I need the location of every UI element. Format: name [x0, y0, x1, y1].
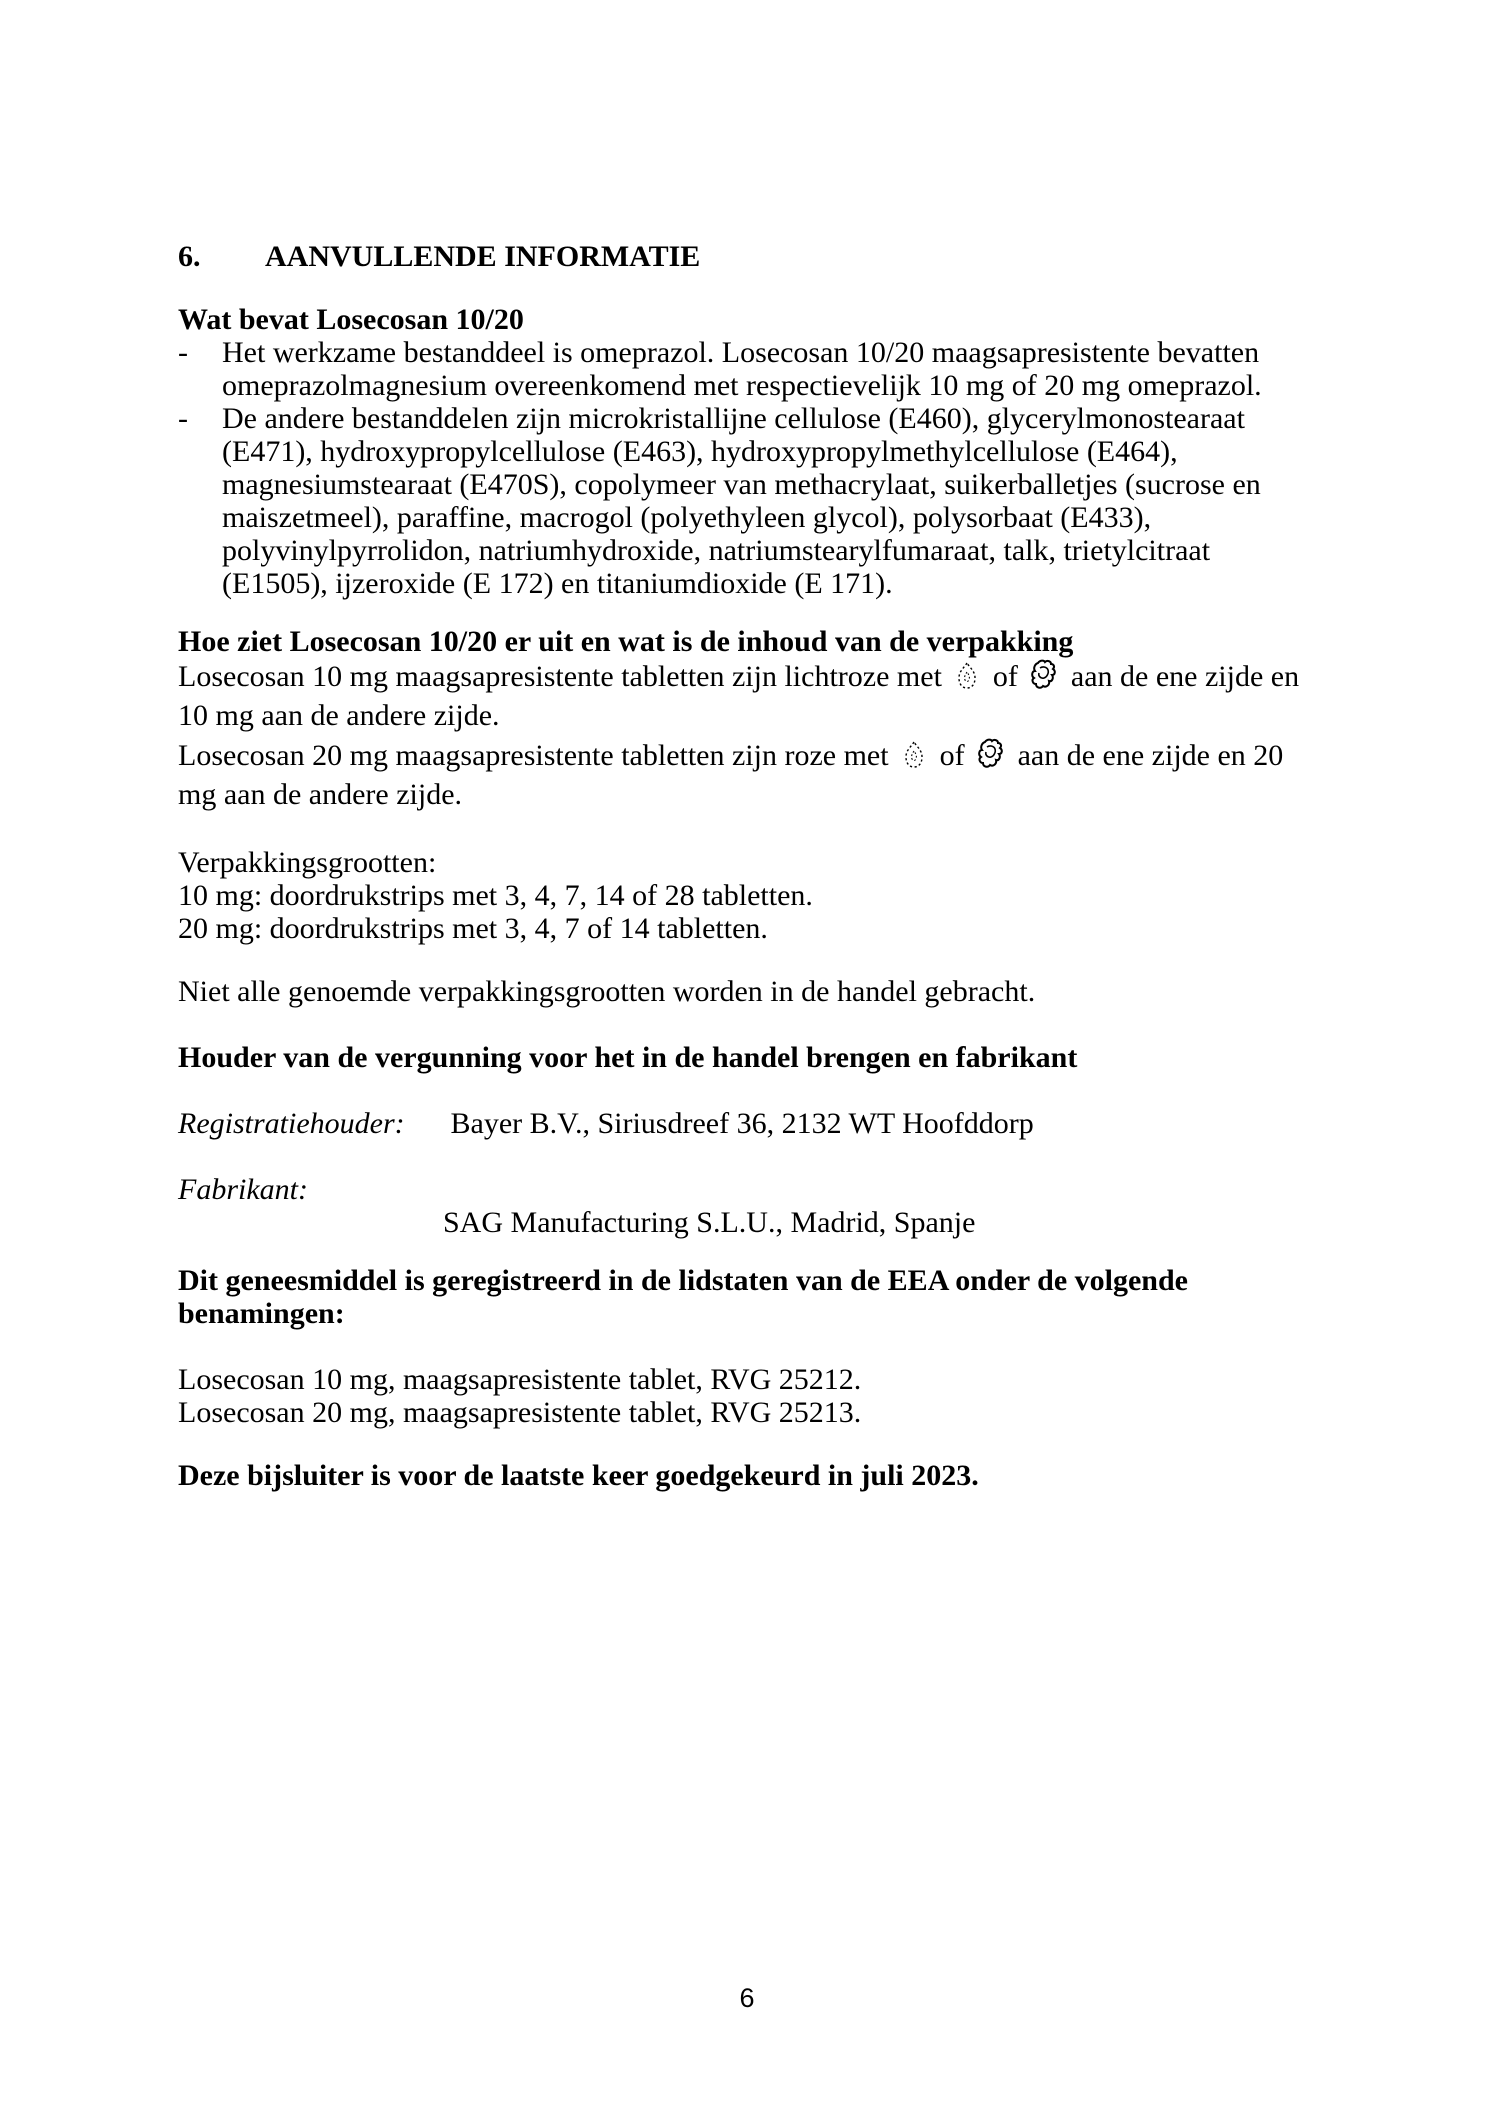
bullet-dash: - — [178, 336, 188, 369]
hoe-ziet-heading: Hoe ziet Losecosan 10/20 er uit en wat is de inhoud van de verpakking — [178, 625, 1074, 658]
appearance-20mg-text-before: Losecosan 20 mg maagsapresistente tabletten zijn roze met — [178, 739, 889, 772]
appearance-20mg-text-after: aan de ene zijde en 20 mg aan de andere zijde. — [178, 739, 1284, 811]
bullet-text: Het werkzame bestanddeel is omeprazol. Losecosan 10/20 maagsapresistente bevatten omeprazolmagnesium overeenkomend met respectievelijk 10 mg of 20 mg omeprazol. — [222, 336, 1262, 402]
registration-holder-line — [178, 1107, 1316, 1140]
tablet-marking-dotted-icon — [953, 660, 981, 699]
section-heading — [178, 240, 1316, 273]
bullet-text: De andere bestanddelen zijn microkristallijne cellulose (E460), glycerylmonostearaat (E471), hydroxypropylcellulose (E463), hydroxypropylmethylcellulose (E464), magnesiumstearaat (E470S), copolymeer van methacrylaat, suikerballetjes (sucrose en maiszetmeel), paraffine, macrogol (polyethyleen glycol), polysorbaat (E433), polyvinylpyrrolidon, natriumhydroxide, natriumstearylfumaraat, talk, trietylcitraat (E1505), ijzeroxide (E 172) en titaniumdioxide (E 171). — [222, 402, 1261, 600]
appearance-paragraph-10mg — [178, 658, 1316, 732]
registration-item-10mg: Losecosan 10 mg, maagsapresistente tablet, RVG 25212. — [178, 1363, 862, 1396]
pack-sizes-20mg: 20 mg: doordrukstrips met 3, 4, 7 of 14 tabletten. — [178, 912, 768, 945]
appearance-paragraph-20mg — [178, 737, 1316, 811]
registration-holder-label: Registratiehouder: — [178, 1107, 405, 1140]
tablet-marking-outline-icon — [1029, 658, 1059, 699]
ingredient-bullet-other — [178, 402, 1316, 600]
eea-registration-heading: Dit geneesmiddel is geregistreerd in de lidstaten van de EEA onder de volgende benamingen: — [178, 1264, 1188, 1330]
pack-sizes-label: Verpakkingsgrootten: — [178, 846, 437, 879]
section-title: AANVULLENDE INFORMATIE — [265, 240, 701, 273]
bullet-dash: - — [178, 402, 188, 435]
manufacturer-value: SAG Manufacturing S.L.U., Madrid, Spanje — [443, 1206, 976, 1239]
wat-bevat-heading: Wat bevat Losecosan 10/20 — [178, 303, 524, 336]
appearance-10mg-of: of — [992, 660, 1018, 693]
license-holder-heading: Houder van de vergunning voor het in de handel brengen en fabrikant — [178, 1041, 1078, 1074]
tablet-marking-outline-icon — [976, 737, 1006, 778]
approval-statement: Deze bijsluiter is voor de laatste keer goedgekeurd in juli 2023. — [178, 1459, 979, 1492]
tablet-marking-dotted-icon — [900, 739, 928, 778]
registration-item-20mg: Losecosan 20 mg, maagsapresistente tablet, RVG 25213. — [178, 1396, 862, 1429]
page-number: 6 — [739, 1983, 755, 2013]
section-number: 6. — [178, 240, 201, 273]
pack-sizes-10mg: 10 mg: doordrukstrips met 3, 4, 7, 14 of 28 tabletten. — [178, 879, 813, 912]
ingredient-bullet-active — [178, 336, 1316, 402]
pack-sizes-note: Niet alle genoemde verpakkingsgrootten worden in de handel gebracht. — [178, 975, 1036, 1008]
appearance-10mg-text-before: Losecosan 10 mg maagsapresistente tabletten zijn lichtroze met — [178, 660, 942, 693]
manufacturer-label: Fabrikant: — [178, 1173, 308, 1206]
registration-holder-value: Bayer B.V., Siriusdreef 36, 2132 WT Hoofddorp — [450, 1107, 1034, 1140]
appearance-10mg-text-after: aan de ene zijde en 10 mg aan de andere zijde. — [178, 660, 1300, 732]
manufacturer-label-line — [178, 1173, 1316, 1206]
appearance-20mg-of: of — [939, 739, 965, 772]
